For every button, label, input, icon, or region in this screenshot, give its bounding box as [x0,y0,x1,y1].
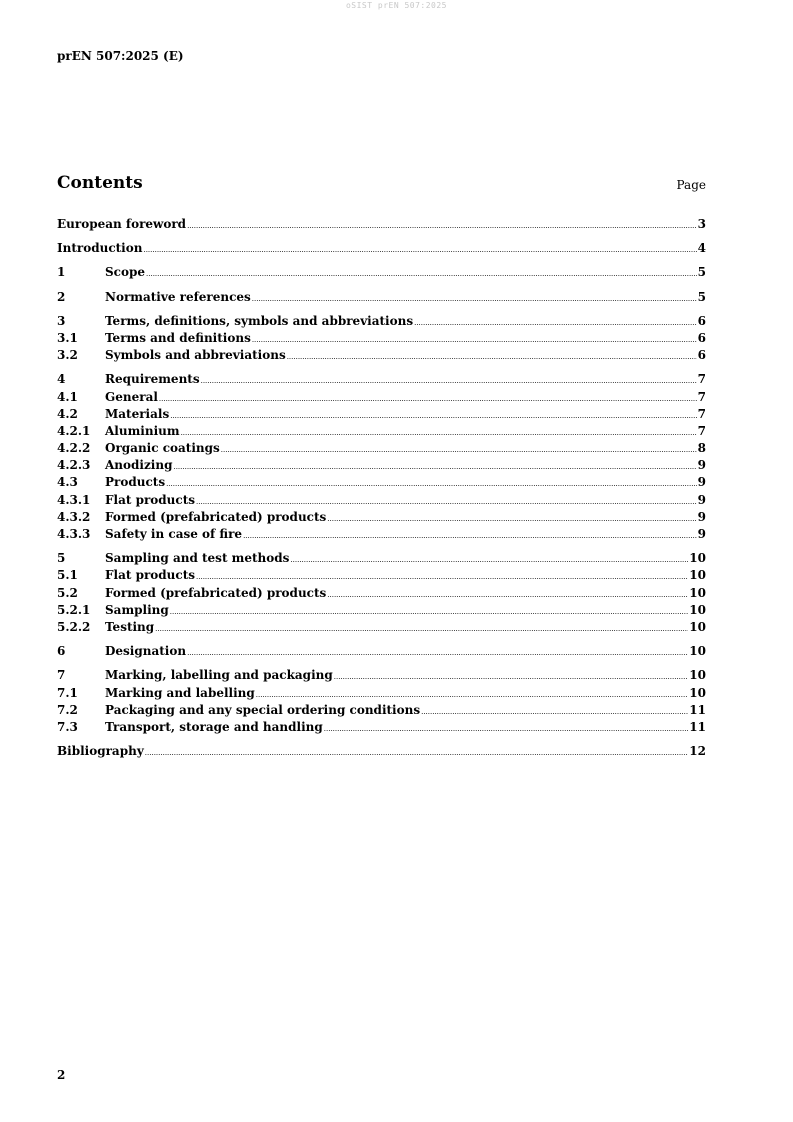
dot-leader [181,424,697,441]
toc-entry-page: 4 [697,241,706,256]
toc-entry-number: 5.2.2 [57,619,91,634]
toc-entry-title: Normative references [105,289,251,304]
toc-entry-title: Introduction [57,241,143,256]
toc-entry-title: Transport, storage and handling [105,719,323,734]
document-id: prEN 507:2025 (E) [57,49,184,63]
toc-group [57,667,706,736]
toc-entry-page: 7 [697,423,706,438]
dot-leader [146,265,697,282]
toc-entry-title: Aluminium [105,423,180,438]
toc-entry-number: 4.3.2 [57,509,91,524]
toc-entry-page: 10 [689,685,706,700]
toc-entry-title: Products [105,475,166,490]
toc-entry-number: 5.2.1 [57,602,91,617]
toc-entry-number: 4.2.2 [57,441,91,456]
toc-entry-page: 5 [697,265,706,280]
toc-entry-number: 3 [57,313,66,328]
dot-leader [421,703,688,720]
toc-entry-number: 4.2.1 [57,423,91,438]
toc-entry[interactable] [57,330,706,347]
toc-entry-number: 6 [57,644,66,659]
toc-entry-number: 4.2 [57,406,78,421]
toc-entry[interactable] [57,389,706,406]
toc-entry[interactable] [57,216,706,233]
toc-entry-number: 4.3 [57,475,78,490]
toc-entry-number: 4.1 [57,389,78,404]
toc-entry[interactable] [57,702,706,719]
toc-group [57,289,706,306]
toc-entry-title: Bibliography [57,744,144,759]
dot-leader [201,372,697,389]
toc-entry-title: Packaging and any special ordering conditions [105,702,421,717]
toc-entry-title: Testing [105,619,155,634]
toc-entry-title: Organic coatings [105,441,220,456]
toc-entry-title: Flat products [105,492,196,507]
toc-entry-page: 3 [697,217,706,231]
toc-entry[interactable] [57,440,706,457]
dot-leader [414,314,697,331]
dot-leader [170,603,689,620]
toc-entry-page: 6 [697,348,706,363]
toc-entry[interactable] [57,643,706,660]
toc-entry-title: Marking and labelling [105,685,255,700]
dot-leader [196,568,688,585]
toc-entry[interactable] [57,347,706,364]
toc-entry-number: 3.1 [57,330,78,345]
toc-entry-title: Anodizing [105,458,173,473]
toc-entry-number: 3.2 [57,348,78,363]
watermark: oSIST prEN 507:2025 [345,1,447,10]
toc-entry-page: 9 [697,475,706,490]
toc-entry[interactable] [57,313,706,330]
toc-group [57,264,706,281]
dot-leader [196,493,697,510]
dot-leader [290,551,688,568]
toc-entry-page: 8 [697,441,706,456]
toc-entry-page: 6 [697,330,706,345]
toc-entry-page: 9 [697,509,706,524]
toc-entry-page: 7 [697,372,706,387]
toc-entry-title: Formed (prefabricated) products [105,509,327,524]
dot-leader [243,527,697,544]
toc-entry-number: 5 [57,551,66,566]
toc-entry[interactable] [57,406,706,423]
toc-entry-title: Scope [105,265,146,280]
dot-leader [256,686,689,703]
toc-group [57,216,706,233]
toc-entry-title: Sampling and test methods [105,551,290,566]
toc-entry-page: 12 [689,744,706,759]
toc-entry[interactable] [57,743,706,760]
toc-entry-page: 10 [689,568,706,583]
toc-entry-page: 5 [697,289,706,304]
toc-entry[interactable] [57,371,706,388]
toc-entry-title: Terms and definitions [105,330,251,345]
toc-entry-page: 10 [689,602,706,617]
toc-entry-title: Designation [105,644,187,659]
toc-entry-page: 10 [689,644,706,659]
toc-entry-title: Requirements [105,372,200,387]
toc-entry-page: 10 [689,619,706,634]
toc-entry[interactable] [57,719,706,736]
toc-entry-number: 1 [57,265,66,280]
dot-leader [166,475,697,492]
toc-entry[interactable] [57,492,706,509]
toc-entry[interactable] [57,457,706,474]
toc-entry[interactable] [57,289,706,306]
dot-leader [187,644,688,661]
dot-leader [173,458,696,475]
toc-entry-page: 11 [689,719,706,734]
dot-leader [252,290,697,307]
toc-group [57,240,706,257]
toc-entry-page: 10 [689,551,706,566]
toc-entry-number: 7 [57,668,66,683]
page-column-label: Page [676,178,706,192]
toc-entry-page: 7 [697,389,706,404]
toc-entry-number: 4 [57,372,66,387]
toc-entry-number: 5.2 [57,585,78,600]
toc-entry[interactable] [57,602,706,619]
dot-leader [252,331,697,348]
toc-entry[interactable] [57,585,706,602]
toc-entry-title: Marking, labelling and packaging [105,668,333,683]
toc-entry-number: 7.2 [57,702,78,717]
toc-entry[interactable] [57,567,706,584]
toc-entry[interactable] [57,474,706,491]
dot-leader [327,510,696,527]
toc-entry-title: Safety in case of fire [105,527,243,541]
toc-entry-number: 2 [57,289,66,304]
toc-entry[interactable] [57,550,706,567]
toc-entry-page: 11 [689,702,706,717]
toc-entry-page: 10 [689,668,706,683]
dot-leader [327,586,688,603]
toc-group [57,643,706,660]
dot-leader [143,241,696,258]
table-of-contents [57,216,706,767]
toc-entry-title: General [105,389,158,404]
toc-group [57,313,706,365]
toc-entry[interactable] [57,264,706,281]
toc-entry-title: Materials [105,406,170,421]
toc-entry-number: 4.3.1 [57,492,91,507]
footer-page-number: 2 [57,1068,66,1082]
toc-entry[interactable] [57,526,706,543]
toc-entry-number: 7.1 [57,685,78,700]
toc-entry-page: 7 [697,406,706,421]
toc-entry[interactable] [57,685,706,702]
toc-entry-page: 9 [697,527,706,541]
toc-entry-title: Terms, definitions, symbols and abbreviations [105,313,414,328]
dot-leader [159,390,697,407]
dot-leader [287,348,697,365]
dot-leader [187,217,697,234]
toc-entry-title: Formed (prefabricated) products [105,585,327,600]
dot-leader [145,744,689,761]
toc-entry-title: Symbols and abbreviations [105,348,286,363]
toc-entry-page: 9 [697,492,706,507]
toc-entry-page: 10 [689,585,706,600]
toc-entry[interactable] [57,423,706,440]
dot-leader [221,441,697,458]
toc-entry-title: Sampling [105,602,169,617]
toc-entry-title: European foreword [57,217,187,231]
dot-leader [170,407,696,424]
toc-entry-number: 5.1 [57,568,78,583]
toc-entry[interactable] [57,240,706,257]
toc-entry-number: 4.2.3 [57,458,91,473]
dot-leader [155,620,688,637]
toc-entry[interactable] [57,667,706,684]
dot-leader [324,720,689,737]
dot-leader [334,668,689,685]
toc-entry-number: 7.3 [57,719,78,734]
toc-entry-title: Flat products [105,568,196,583]
toc-entry-page: 6 [697,313,706,328]
toc-entry[interactable] [57,619,706,636]
toc-group [57,371,706,543]
toc-entry-page: 9 [697,458,706,473]
toc-entry-number: 4.3.3 [57,527,91,541]
toc-group [57,550,706,636]
toc-group [57,743,706,760]
toc-entry[interactable] [57,509,706,526]
contents-heading: Contents [57,173,143,193]
